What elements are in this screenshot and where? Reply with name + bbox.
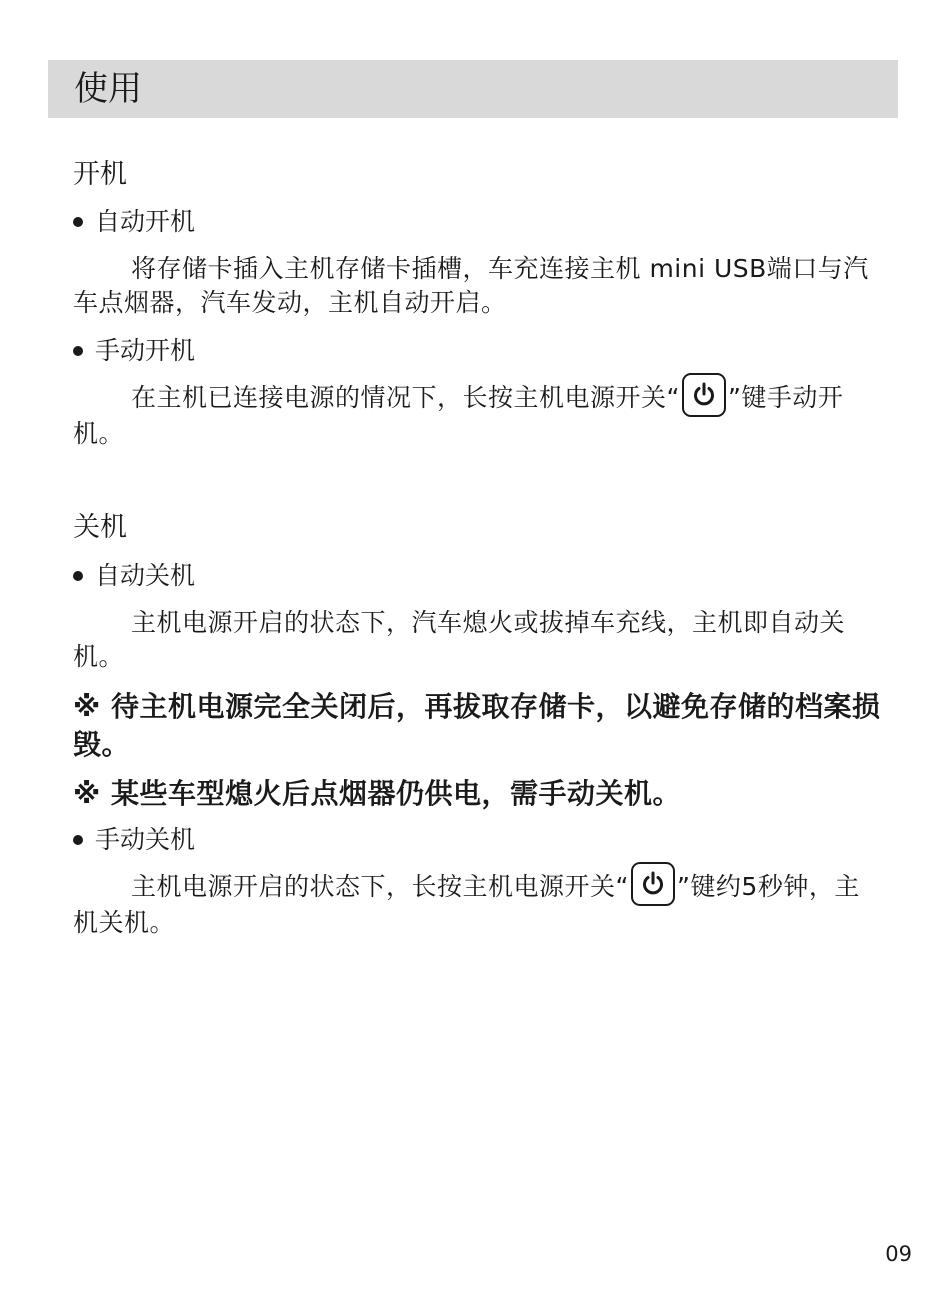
- auto-power-on-text: 将存储卡插入主机存储卡插槽，车充连接主机 mini USB端口与汽车点烟器，汽车发动，主机自动开启。: [73, 254, 869, 317]
- auto-power-on-label: 自动开机: [95, 207, 196, 236]
- power-icon: [682, 373, 726, 417]
- note-storage-card: ※ 待主机电源完全关闭后，再拔取存储卡，以避免存储的档案损毁。: [73, 690, 881, 761]
- auto-power-off-text: 主机电源开启的状态下，汽车熄火或拔掉车充线，主机即自动关机。: [73, 608, 846, 671]
- power-icon: [631, 862, 675, 906]
- bullet-icon: [73, 346, 83, 356]
- bullet-icon: [73, 571, 83, 581]
- manual-power-on-label: 手动开机: [95, 336, 196, 365]
- manual-power-on-text-after: ”键手动开机。: [73, 383, 844, 448]
- manual-power-on-text: [73, 381, 873, 451]
- manual-power-off-text: [73, 870, 873, 940]
- auto-power-off-item: [73, 560, 195, 592]
- manual-power-on-text-before: 在主机已连接电源的情况下，长按主机电源开关“: [131, 383, 680, 412]
- section-header: [48, 60, 898, 118]
- bullet-icon: [73, 217, 83, 227]
- power-on-title: 开机: [73, 159, 127, 190]
- manual-power-off-item: [73, 824, 195, 856]
- auto-power-on-item: [73, 206, 195, 238]
- bullet-icon: [73, 835, 83, 845]
- manual-power-off-label: 手动关机: [95, 825, 196, 854]
- manual-power-off-text-before: 主机电源开启的状态下，长按主机电源开关“: [131, 872, 629, 901]
- manual-power-off-text-after: ”键约5秒钟，主机关机。: [73, 872, 860, 937]
- page-title: 使用: [74, 69, 142, 109]
- note-cigarette-lighter: ※ 某些车型熄火后点烟器仍供电，需手动关机。: [73, 777, 681, 810]
- page-number: 09: [885, 1242, 912, 1266]
- auto-power-off-label: 自动关机: [95, 561, 196, 590]
- power-off-title: 关机: [73, 512, 127, 543]
- manual-power-on-item: [73, 335, 195, 367]
